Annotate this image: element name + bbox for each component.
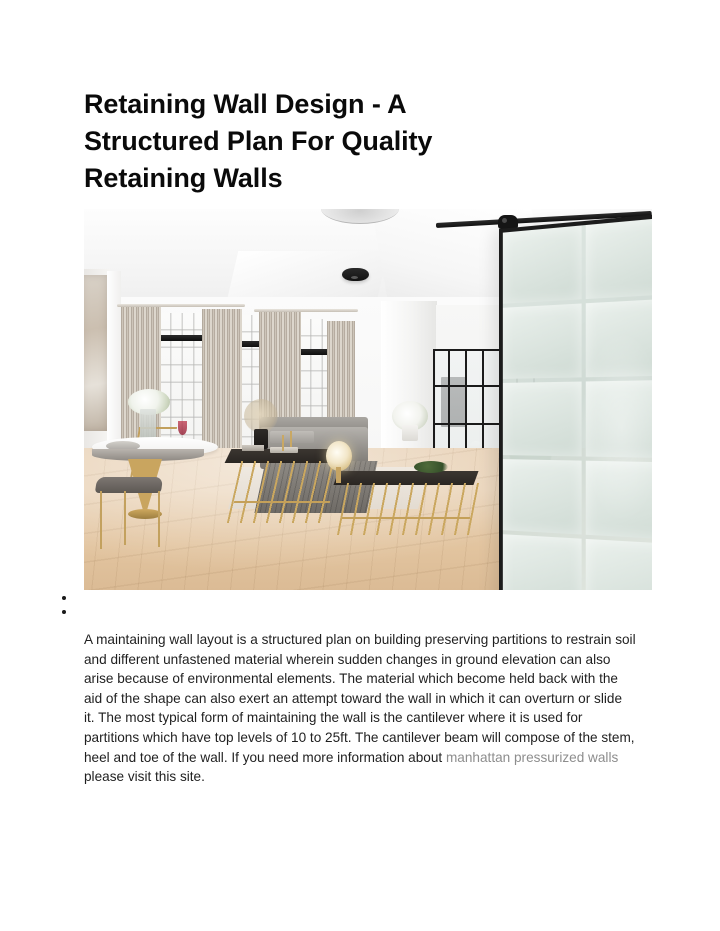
wine-glass (178, 421, 187, 435)
bullet-list (62, 592, 102, 620)
barn-door-pane (586, 299, 652, 378)
barn-door-pane (503, 225, 582, 304)
barn-door-pane (503, 459, 582, 535)
pampas-grass (244, 399, 278, 433)
console-rail-rear (234, 501, 330, 503)
chair-leg (124, 491, 126, 545)
candle (290, 431, 292, 447)
barn-door-pane (503, 382, 582, 456)
console-legs-front (337, 483, 479, 535)
decor-greenery (414, 461, 448, 473)
decor-tray (270, 447, 298, 453)
paragraph-text-part-2: please visit this site. (84, 769, 205, 785)
inline-link[interactable]: manhattan pressurized walls (445, 749, 619, 765)
window-shade-band (160, 335, 203, 341)
barn-door-pane-grid (503, 217, 652, 590)
list-item (62, 592, 102, 606)
paragraph-text-part-1: A maintaining wall layout is a structured plan on building preserving partitions to restrain soil and different unfastened material wherein sudden changes in ground elevation can also arise because of environmental elements. The material which become held back with the aid of the shape can also exert an attempt toward the wall in which it can overturn or slide it. The most typical form of maintaining the wall is the cantilever where it is used for partitions which have top levels of 10 to 25ft. The cantilever beam will compose of the stem, heel and toe of the wall. If you need more information about (84, 632, 636, 765)
framed-artwork (84, 275, 108, 431)
decor-books (242, 445, 264, 451)
orchid-pot (402, 425, 418, 441)
barn-door-pane (503, 304, 582, 380)
barn-door-pane (586, 539, 652, 590)
console-legs-rear (227, 461, 337, 523)
chair-leg (100, 491, 102, 549)
lamp-stem (336, 467, 341, 483)
console-rail-front (342, 517, 470, 519)
chair-leg (158, 491, 160, 547)
sliding-barn-door (499, 212, 652, 590)
dining-table-base-foot (128, 509, 162, 519)
barn-door-pane (586, 380, 652, 457)
dining-chair-seat (95, 477, 163, 493)
ceiling-puck-light-icon (342, 268, 369, 281)
sofa-cushion (270, 431, 314, 443)
candle (282, 435, 284, 451)
hero-image (84, 209, 652, 590)
interior-photo (84, 209, 652, 590)
list-item (62, 606, 102, 620)
glass-vase (140, 409, 156, 439)
page-title: Retaining Wall Design - A Structured Plan For Quality Retaining Walls (84, 89, 433, 193)
barn-door-pane (586, 217, 652, 299)
barn-door-pane (586, 460, 652, 539)
window-shade-band (300, 349, 328, 355)
body-paragraph (84, 630, 636, 787)
window-shade-band (241, 341, 260, 347)
barn-door-pane (503, 534, 582, 590)
